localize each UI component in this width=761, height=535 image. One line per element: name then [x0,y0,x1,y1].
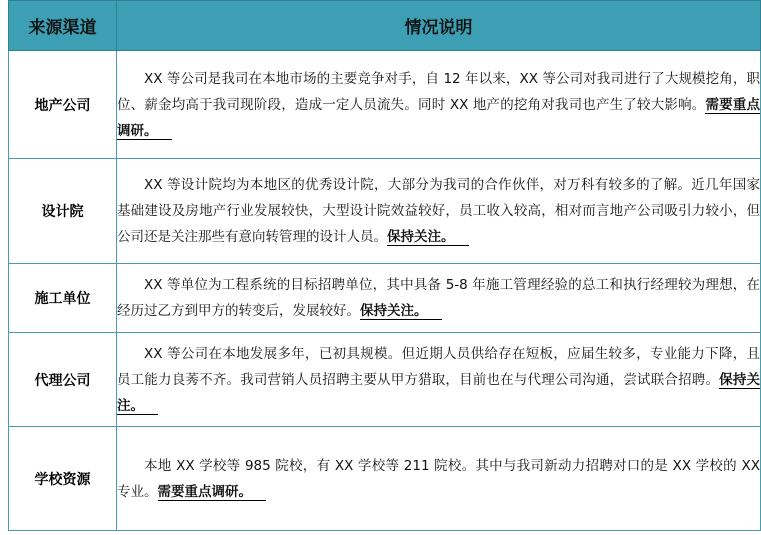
description-paragraph [117,341,760,419]
header-channel: 来源渠道 [9,1,117,51]
channel-label: 设计院 [9,159,117,264]
table-row [9,264,761,333]
description-text: XX 等公司是我司在本地市场的主要竞争对手，自 12 年以来，XX 等公司对我司进行了大规模挖角，职位、薪金均高于我司现阶段，造成一定人员流失。同时 XX 地产的挖角对我司也产生了较大影响。 [117,70,760,113]
table-header-row [9,1,761,51]
description-cell [117,427,761,531]
description-text: 本地 XX 学校等 985 院校，有 XX 学校等 211 院校。其中与我司新动力招聘对口的是 XX 学校的 XX 专业。 [117,457,760,500]
description-cell [117,159,761,264]
channel-label: 地产公司 [9,51,117,159]
description-paragraph [117,66,760,144]
table-row [9,159,761,264]
table-row [9,51,761,159]
description-text: XX 等设计院均为本地区的优秀设计院，大部分为我司的合作伙伴，对万科有较多的了解。近几年国家基础建设及房地产行业发展较快，大型设计院效益较好，员工收入较高，相对而言地产公司吸引力较小，但公司还是关注那些有意向转管理的设计人员。 [117,177,760,245]
description-cell [117,264,761,333]
description-paragraph [117,272,760,324]
description-cell [117,333,761,427]
recruitment-channel-table [8,0,761,531]
description-text: XX 等公司在本地发展多年，已初具规模。但近期人员供给存在短板，应届生较多，专业能力下降，且员工能力良莠不齐。我司营销人员招聘主要从甲方猎取，目前也在与代理公司沟通，尝试联合招聘。 [117,345,760,388]
description-paragraph [117,453,760,505]
channel-label: 学校资源 [9,427,117,531]
priority-note: 需要重点调研。 [117,96,761,139]
header-description: 情况说明 [117,1,761,51]
description-paragraph [117,172,760,250]
channel-label: 代理公司 [9,333,117,427]
priority-note: 保持关注。 [117,371,761,414]
priority-note: 保持关注。 [360,303,442,320]
description-text: XX 等单位为工程系统的目标招聘单位，其中具备 5-8 年施工管理经验的总工和执行经理较为理想，在经历过乙方到甲方的转变后，发展较好。 [117,277,760,319]
priority-note: 保持关注。 [387,229,469,246]
description-cell [117,51,761,159]
priority-note: 需要重点调研。 [158,484,267,501]
table-row [9,333,761,427]
table-row [9,427,761,531]
channel-label: 施工单位 [9,264,117,333]
